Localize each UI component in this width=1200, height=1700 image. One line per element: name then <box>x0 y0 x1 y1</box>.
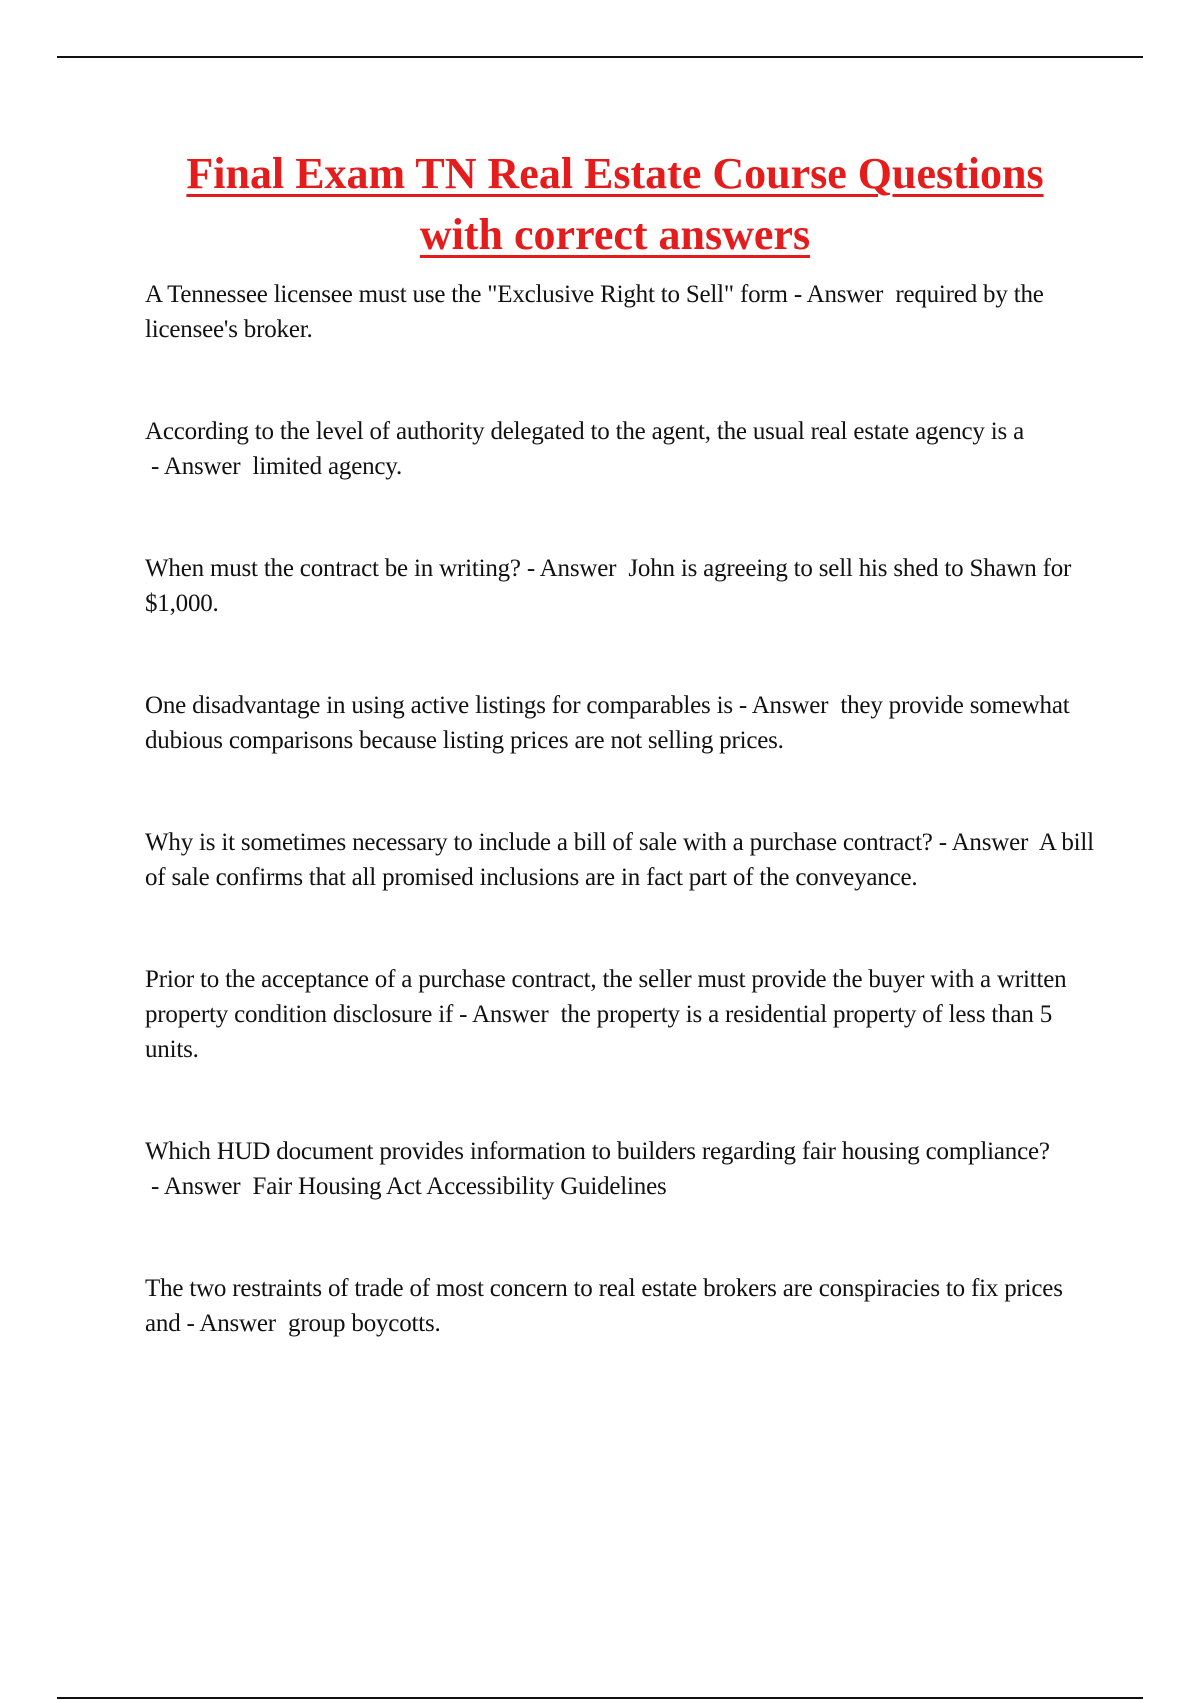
qa-item-1 <box>145 277 1095 347</box>
qa-item-5 <box>145 825 1095 895</box>
qa-item-8 <box>145 1271 1095 1341</box>
answer-text: limited agency. <box>252 453 403 480</box>
question-text: Which HUD document provides information to builders regarding fair housing compliance? <box>145 1138 1050 1165</box>
answer-text: required by the licensee's broker. <box>145 281 1044 343</box>
question-text: When must the contract be in writing? <box>145 555 521 582</box>
answer-text: A bill of sale confirms that all promised inclusions are in fact part of the conveyance. <box>145 829 1094 891</box>
answer-text: Fair Housing Act Accessibility Guidelines <box>252 1173 667 1200</box>
question-text: According to the level of authority delegated to the agent, the usual real estate agency is a <box>145 418 1024 445</box>
answer-separator: - Answer <box>180 1310 282 1337</box>
answer-separator: - Answer <box>145 1173 247 1200</box>
answer-separator: - Answer <box>145 453 247 480</box>
question-text: The two restraints of trade of most concern to real estate brokers are conspiracies to fix prices and <box>145 1275 1063 1337</box>
bottom-divider <box>57 1697 1143 1699</box>
answer-text: John is agreeing to sell his shed to Shawn for $1,000. <box>145 555 1072 617</box>
qa-item-3 <box>145 551 1095 621</box>
answer-separator: - Answer <box>932 829 1035 856</box>
answer-text: the property is a residential property of less than 5 units. <box>145 1001 1052 1063</box>
qa-list <box>145 277 1095 1341</box>
answer-separator: - Answer <box>732 692 835 719</box>
qa-item-4 <box>145 688 1095 758</box>
question-text: A Tennessee licensee must use the "Exclusive Right to Sell" form <box>145 281 788 308</box>
answer-separator: - Answer <box>520 555 623 582</box>
question-text: Why is it sometimes necessary to include a bill of sale with a purchase contract? <box>145 829 933 856</box>
answer-text: they provide somewhat dubious comparisons because listing prices are not selling prices. <box>145 692 1070 754</box>
document-title: Final Exam TN Real Estate Course Questions with correct answers <box>186 149 1044 259</box>
answer-separator: - Answer <box>787 281 890 308</box>
qa-item-2 <box>145 414 1095 484</box>
qa-item-6 <box>145 962 1095 1067</box>
question-text: Prior to the acceptance of a purchase contract, the seller must provide the buyer with a written property condition disclosure if <box>145 966 1067 1028</box>
question-text: One disadvantage in using active listings for comparables is <box>145 692 733 719</box>
answer-text: group boycotts. <box>288 1310 441 1337</box>
qa-item-7 <box>145 1134 1095 1204</box>
answer-separator: - Answer <box>453 1001 555 1028</box>
top-divider <box>57 56 1143 58</box>
